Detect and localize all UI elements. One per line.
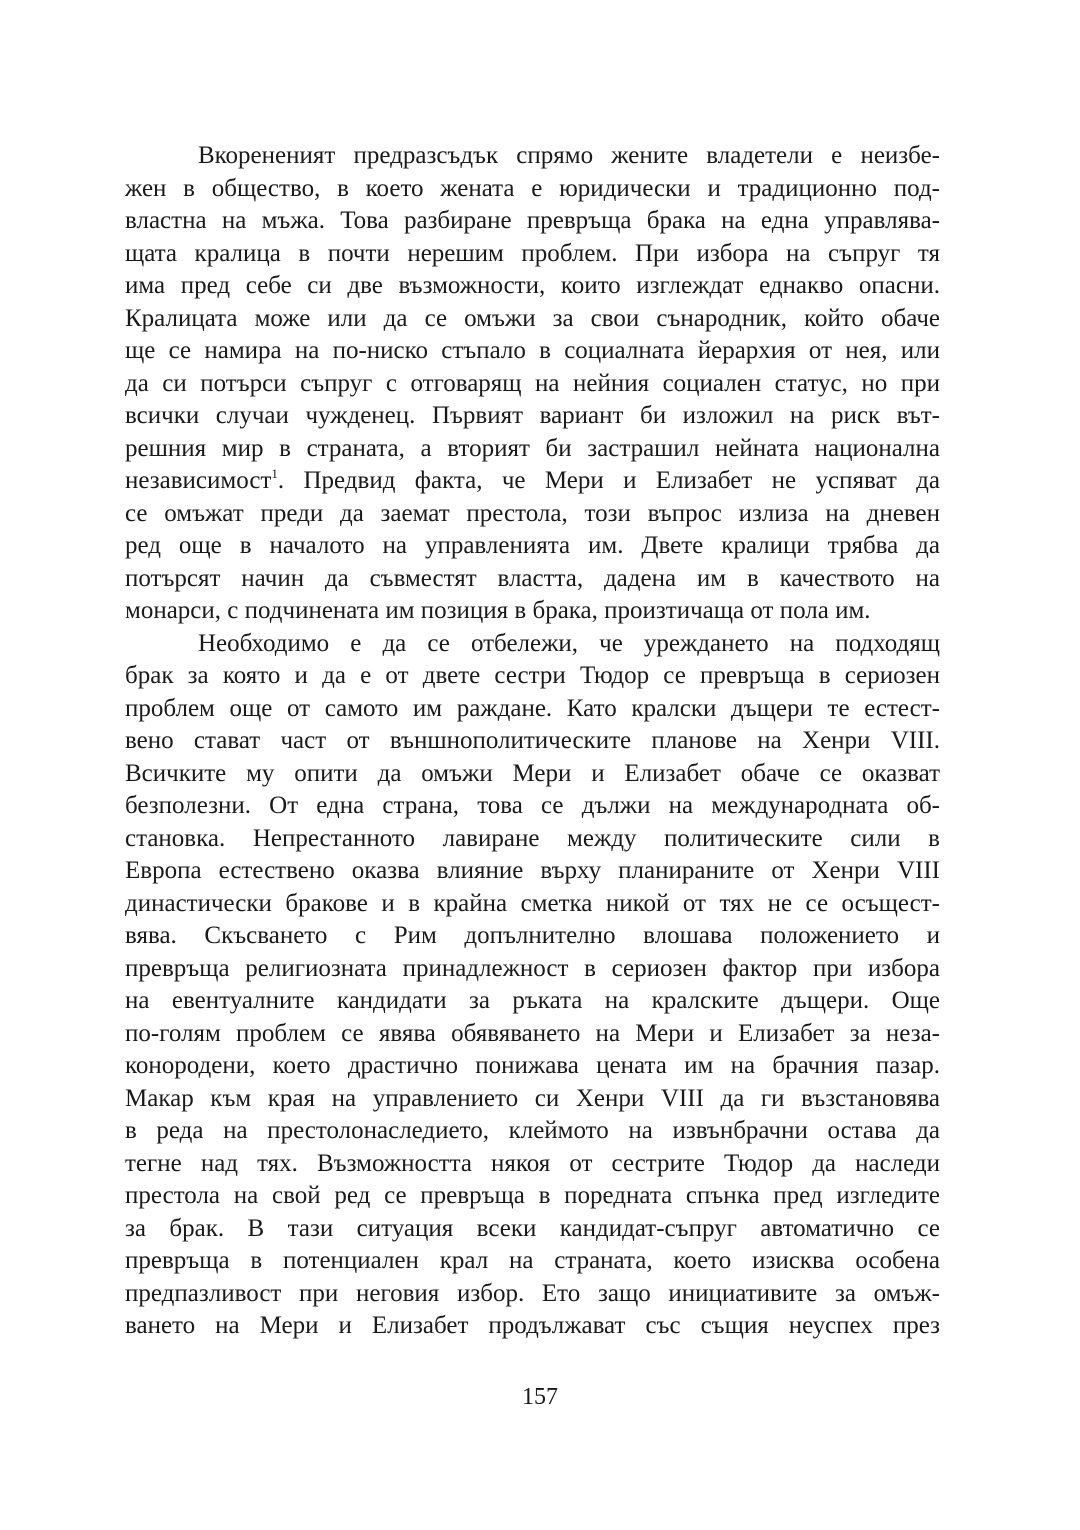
text-line: конородени, което драстично понижава цената им на брачния пазар. [125,1052,940,1079]
text-fragment: . Предвид факта, че Мери и Елизабет не успяват да [277,467,940,494]
text-line: щата кралица в почти нерешим проблем. При избора на съпруг тя [125,239,940,267]
text-line: има пред себе си две възможности, които изглеждат еднакво опасни. [125,272,940,299]
text-line: династически бракове и в крайна сметка никой от тях не се осъщест- [125,889,940,917]
text-line: да си потърси съпруг с отговарящ на нейния социален статус, но при [125,369,940,397]
text-line: Вкорененият предразсъдък спрямо жените владетели е неизбе- [198,142,940,169]
text-line: потърсят начин да съвместят властта, дадена им в качеството на [125,564,940,592]
text-line: ще се намира на по-ниско стъпало в социалната йерархия от нея, или [125,337,940,364]
text-line: на евентуалните кандидати за ръката на кралските дъщери. Още [125,987,940,1014]
text-line-with-footnote [125,465,940,498]
text-line: проблем още от самото им раждане. Като кралски дъщери те естест- [125,694,940,722]
text-line: превръща в потенциален крал на страната, което изисква особена [125,1247,940,1274]
text-line: вява. Скъсването с Рим допълнително влошава положението и [125,922,940,949]
text-line: решния мир в страната, а вторият би застрашил нейната национална [125,434,940,462]
text-line: монарси, с подчинената им позиция в брака, произтичаща от пола им. [125,597,871,624]
text-line: в реда на престолонаследието, клеймото на извънбрачни остава да [125,1117,940,1144]
text-line: безполезни. От една страна, това се дължи на международната об- [125,792,940,819]
text-line: вено стават част от външнополитическите планове на Хенри VIII. [125,727,940,754]
text-line: Европа естествено оказва влияние върху планираните от Хенри VIII [125,857,940,884]
text-line: становка. Непрестанното лавиране между политическите сили в [125,824,940,852]
paragraph-1 [125,140,940,628]
paragraph-2 [125,628,940,1343]
text-line: Всичките му опити да омъжи Мери и Елизабет обаче се оказват [125,759,940,787]
text-fragment: независимост [125,467,272,494]
text-line: властна на мъжа. Това разбиране превръща брака на една управлява- [125,207,940,234]
text-line: за брак. В тази ситуация всеки кандидат-съпруг автоматично се [125,1214,940,1242]
text-line: брак за която и да е от двете сестри Тюдор се превръща в сериозен [125,662,940,689]
text-line: тегне над тях. Възможността някоя от сестрите Тюдор да наследи [125,1149,940,1177]
page-body [125,140,940,1343]
text-line: предпазливост при неговия избор. Ето защо инициативите за омъж- [125,1279,940,1307]
text-line: жен в общество, в което жената е юридически и традиционно под- [125,174,940,202]
text-line: се омъжат преди да заемат престола, този въпрос излиза на дневен [125,499,940,527]
text-line: превръща религиозната принадлежност в сериозен фактор при избора [125,954,940,982]
page-number: 157 [522,1384,558,1410]
text-line: Необходимо е да се отбележи, че уреждането на подходящ [198,629,940,657]
text-line: Кралицата може или да се омъжи за свои сънародник, който обаче [125,304,940,332]
text-line: ред още в началото на управленията им. Двете кралици трябва да [125,532,940,559]
text-line: по-голям проблем се явява обявяването на Мери и Елизабет за неза- [125,1019,940,1047]
text-line: всички случаи чужденец. Първият вариант би изложил на риск вът- [125,402,940,429]
text-line: Макар към края на управлението си Хенри VIII да ги възстановява [125,1084,940,1112]
text-line: престола на свой ред се превръща в поредната спънка пред изгледите [125,1182,940,1209]
footnote-marker[interactable]: 1 [271,466,278,481]
text-line: ването на Мери и Елизабет продължават със същия неуспех през [125,1312,940,1339]
